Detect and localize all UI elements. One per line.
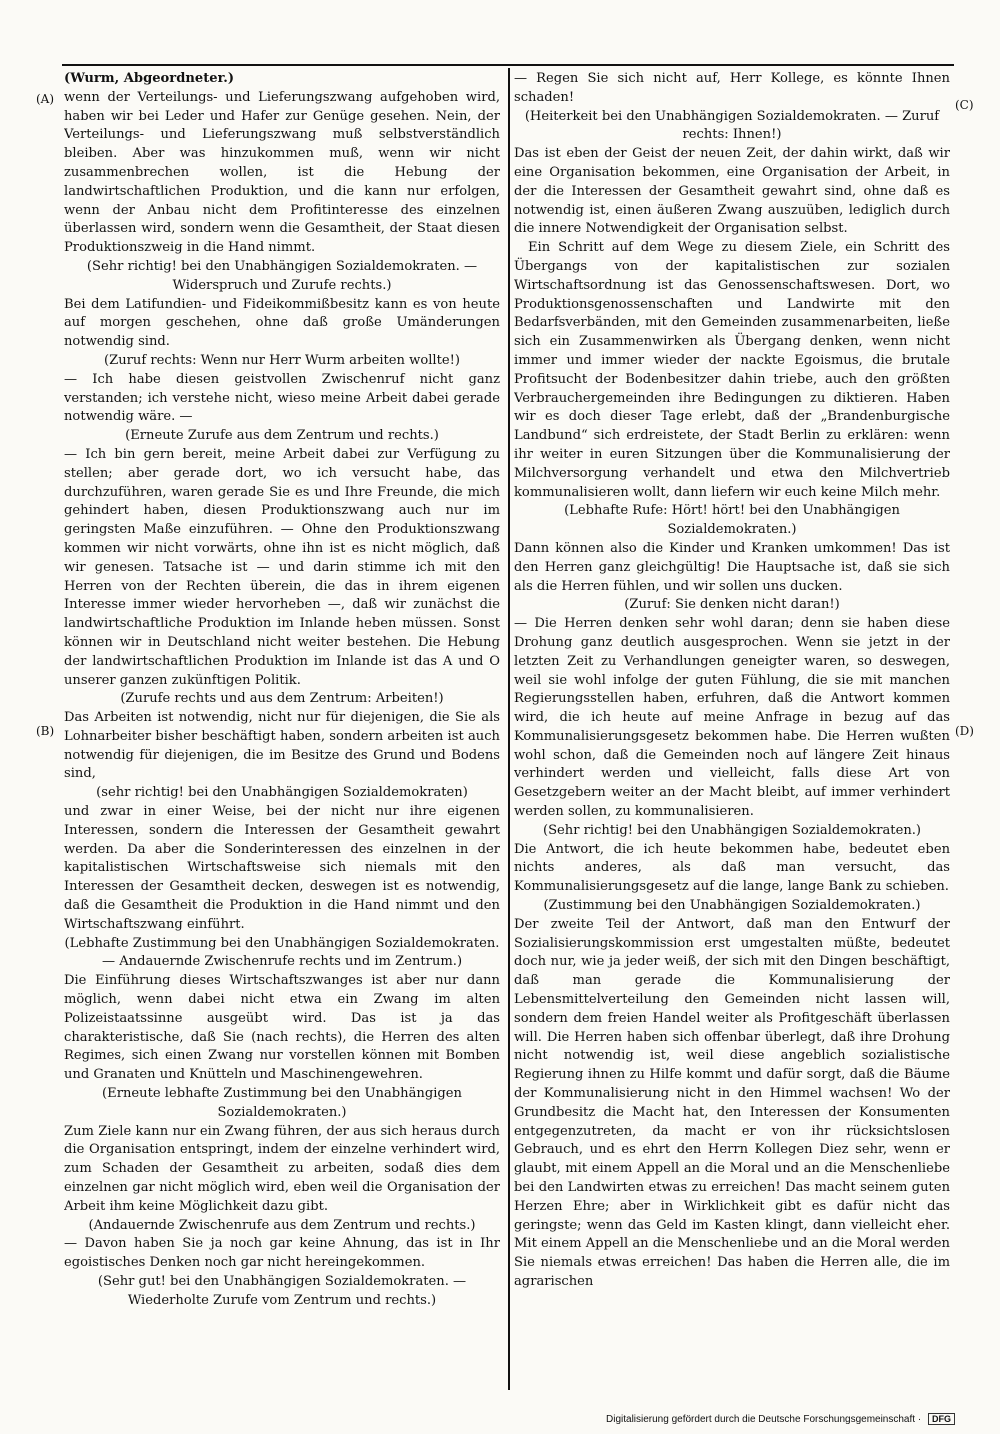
left-column — [64, 70, 500, 1400]
margin-marker-c: (C) — [955, 98, 974, 112]
interjection: (sehr richtig! bei den Unabhängigen Sozialdemokraten) — [96, 785, 468, 801]
paragraph: — Regen Sie sich nicht auf, Herr Kollege, es könnte Ihnen schaden! — [514, 71, 950, 105]
header-rule — [62, 64, 954, 66]
digitization-credit — [606, 1413, 986, 1425]
credit-text: Digitalisierung gefördert durch die Deutsche Forschungsgemeinschaft · — [606, 1414, 922, 1425]
column-divider — [508, 68, 510, 1390]
interjection: (Zustimmung bei den Unabhängigen Sozialdemokraten.) — [543, 898, 921, 914]
paragraph: — Ich bin gern bereit, meine Arbeit dabei zur Verfügung zu stellen; aber gerade dort, wo ich versucht habe, das durchzuführen, waren gerade Sie es und Ihre Freunde, die mich gehindert haben, diesen Produktionszwang auch nur im geringsten Maße einzuführen. — Ohne den Produktionszwang kommen wir nicht vorwärts, ohne ihn ist es nicht möglich, daß wir genesen. Tatsache ist — und darin stimme ich mit den Herren von der Rechten überein, die das in ihrem eigenen Interesse immer wieder hervorheben —, daß wir zunächst die landwirtschaftliche Produktion im Inlande heben müssen. Sonst können wir in Deutschland nicht weiter bestehen. Die Hebung der landwirtschaftlichen Produktion im Inlande ist das A und O unserer ganzen zukünftigen Politik. — [64, 446, 500, 688]
paragraph: Die Antwort, die ich heute bekommen habe, bedeutet eben nichts anderes, als daß man versucht, das Kommunalisierungsgesetz auf die lange, lange Bank zu schieben. — [514, 841, 950, 895]
dfg-logo: DFG — [928, 1413, 955, 1425]
paragraph: — Die Herren denken sehr wohl daran; denn sie haben diese Drohung ganz deutlich ausgesprochen. Wenn sie jetzt in der letzten Zeit zu Verhandlungen geneigter waren, so deswegen, weil sie wohl infolge der guten Fühlung, die sie mit manchen Regierungsstellen haben, erfuhren, daß die Antwort kommen wird, die ich heute auf meine Anfrage in bezug auf das Kommunalisierungsgesetz bekommen habe. Die Herren wußten wohl schon, daß die Gemeinden noch auf längere Zeit hinaus verhindert werden und vielleicht, falls diese Art von Gesetzgebern weiter an der Macht bleibt, auf immer verhindert werden sollen, zu kommunalisieren. — [514, 616, 950, 820]
paragraph: Zum Ziele kann nur ein Zwang führen, der aus sich heraus durch die Organisation entspringt, indem der einzelne verhindert wird, zum Schaden der Gesamtheit zu arbeiten, sodaß dies dem einzelnen gar nicht möglich wird, eben weil die Organisation der Arbeit ihm keine Möglichkeit dazu gibt. — [64, 1123, 500, 1214]
paragraph: — Davon haben Sie ja noch gar keine Ahnung, das ist in Ihr egoistisches Denken noch gar nicht hereingekommen. — [64, 1236, 500, 1271]
paragraph: Dann können also die Kinder und Kranken umkommen! Das ist den Herren ganz gleichgültig! Die Hauptsache ist, daß sie sich als die Herren fühlen, und wir sollen uns ducken. — [514, 540, 950, 594]
speaker-label: (Wurm, Abgeordneter.) — [64, 71, 235, 86]
margin-marker-d: (D) — [955, 724, 974, 738]
interjection: (Zurufe rechts und aus dem Zentrum: Arbeiten!) — [120, 691, 444, 707]
interjection: (Lebhafte Zustimmung bei den Unabhängigen Sozialdemokraten. — Andauernde Zwischenrufe rechts und im Zentrum.) — [64, 935, 500, 970]
interjection: (Sehr gut! bei den Unabhängigen Sozialdemokraten. — Wiederholte Zurufe vom Zentrum und rechts.) — [97, 1274, 467, 1308]
paragraph: und zwar in einer Weise, bei der nicht nur ihre eigenen Interessen, sondern die Interessen der Gesamtheit gewahrt werden. Da aber die Sonderinteressen des einzelnen in der kapitalistischen Wirtschaftsweise sich niemals mit den Interessen der Gesamtheit decken, deswegen ist es notwendig, daß die Gesamtheit die Produktion in die Hand nimmt und den Wirtschaftszwang einführt. — [64, 804, 500, 932]
paragraph: Der zweite Teil der Antwort, daß man den Entwurf der Sozialisierungskommission erst umgestalten müßte, bedeutet doch nur, wie ja jeder weiß, der sich mit den Dingen beschäftigt, daß man gerade die Kommunalisierung der Lebensmittelverteilung den Gemeinden nicht lassen will, sondern dem freien Handel weiter als Profitgeschäft überlassen will. Die Herren haben sich offenbar überlegt, daß ihre Drohung nicht notwendig ist, weil diese angeblich sozialistische Regierung ihnen zu Hilfe kommt und dafür sorgt, daß die Bäume der Kommunalisierung nicht in den Himmel wachsen! Wo der Grundbesitz die Macht hat, den Interessen der Konsumenten entgegenzutreten, da macht er von ihr rücksichtslosen Gebrauch, und es ehrt den Herrn Kollegen Diez sehr, wenn er glaubt, mit einem Appell an die Moral und an die Menschenliebe bei den Landwirten etwas zu erreichen! Das macht seinem guten Herzen Ehre; aber in Wirklichkeit gibt es dafür nicht das geringste; wenn das Geld im Kasten klingt, dann vielleicht eher. Mit einem Appell an die Menschenliebe und an die Moral werden Sie niemals etwas erreichen! Das haben die Herren alle, die im agrarischen — [514, 916, 950, 1289]
right-column — [514, 70, 950, 1400]
interjection: (Sehr richtig! bei den Unabhängigen Sozialdemokraten. — Widerspruch und Zurufe rechts.) — [86, 258, 478, 293]
interjection: (Lebhafte Rufe: Hört! hört! bei den Unabhängigen Sozialdemokraten.) — [564, 503, 900, 538]
paragraph: Das Arbeiten ist notwendig, nicht nur für diejenigen, die Sie als Lohnarbeiter bisher beschäftigt haben, sondern arbeiten ist auch notwendig für diejenigen, die im Besitze des Grund und Bodens sind, — [64, 710, 500, 782]
interjection: (Erneute Zurufe aus dem Zentrum und rechts.) — [125, 428, 439, 444]
interjection: (Sehr richtig! bei den Unabhängigen Sozialdemokraten.) — [542, 822, 922, 838]
paragraph: Ein Schritt auf dem Wege zu diesem Ziele, ein Schritt des Übergangs von der kapitalistischen zur sozialen Wirtschaftsordnung ist das Genossenschaftswesen. Dort, wo Produktionsgenossenschaften und Landwirte mit den Bedarfsverbänden, mit den Gemeinden zusammenarbeiten, ließe sich ein Zusammenwirken als Übergang denken, wenn nicht immer und immer wieder der nackte Egoismus, die brutale Profitsucht der Bodenbesitzer dahin triebe, auch den größten Verbrauchergemeinden ihre Bedingungen zu diktieren. Haben wir es doch dieser Tage erlebt, daß der „Brandenburgische Landbund“ sich erdreistete, der Stadt Berlin zu erklären: wenn ihr weiter in euren Sitzungen über die Kommunalisierung der Milchversorgung verhandelt und etwa den Milchvertrieb kommunalisieren wollt, dann liefern wir euch keine Milch mehr. — [514, 240, 950, 500]
interjection: (Andauernde Zwischenrufe aus dem Zentrum und rechts.) — [88, 1217, 476, 1233]
interjection: (Erneute lebhafte Zustimmung bei den Unabhängigen Sozialdemokraten.) — [102, 1086, 462, 1120]
interjection: (Zuruf rechts: Wenn nur Herr Wurm arbeiten wollte!) — [103, 352, 460, 368]
interjection: (Heiterkeit bei den Unabhängigen Sozialdemokraten. — Zuruf rechts: Ihnen!) — [524, 108, 940, 143]
interjection: (Zuruf: Sie denken nicht daran!) — [624, 597, 840, 613]
paragraph: Die Einführung dieses Wirtschaftszwanges ist aber nur dann möglich, wenn dabei nicht etwa ein Zwang im alten Polizeistaatssinne ausgeübt wird. Das ist ja das charakteristische, daß Sie (nach rechts), die Herren des alten Regimes, sich einen Zwang nur vorstellen können mit Bomben und Granaten und Knütteln und Maschinengewehren. — [64, 973, 500, 1083]
paragraph: wenn der Verteilungs- und Lieferungszwang aufgehoben wird, haben wir bei Leder und Hafer zur Genüge gesehen. Nein, der Verteilungs- und Lieferungszwang muß selbstverständlich bleiben. Aber was hinzukommen muß, wenn wir nicht zusammenbrechen wollen, ist die Hebung der landwirtschaftlichen Produktion, und die kann nur erfolgen, wenn der Anbau nicht dem Profitinteresse des einzelnen überlassen wird, sondern wenn die Gesamtheit, der Staat diesen Produktionszweig in die Hand nimmt. — [64, 89, 500, 256]
paragraph: Das ist eben der Geist der neuen Zeit, der dahin wirkt, daß wir eine Organisation bekommen, eine Organisation der Arbeit, in der die Interessen der Gesamtheit gewahrt sind, ohne daß es notwendig ist, einen äußeren Zwang auszuüben, lediglich durch die innere Notwendigkeit der Organisation selbst. — [514, 146, 950, 237]
margin-marker-b: (B) — [36, 724, 55, 738]
margin-marker-a: (A) — [36, 92, 55, 106]
paragraph: Bei dem Latifundien- und Fideikommißbesitz kann es von heute auf morgen geschehen, ohne daß große Umänderungen notwendig sind. — [64, 296, 500, 350]
paragraph: — Ich habe diesen geistvollen Zwischenruf nicht ganz verstanden; ich verstehe nicht, wieso meine Arbeit dabei gerade notwendig wäre. — — [64, 371, 500, 425]
